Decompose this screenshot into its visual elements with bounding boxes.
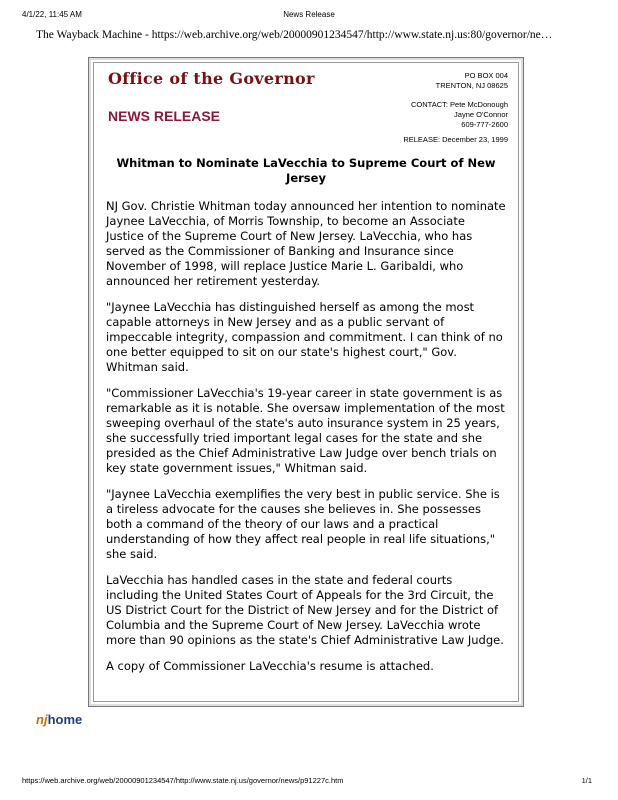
wayback-banner: The Wayback Machine - https://web.archive.org/web/20000901234547/http://www.state.nj.us:80/governor/ne…	[36, 29, 553, 41]
press-release-inner	[93, 62, 519, 702]
article-body	[106, 199, 506, 685]
contact-line: 609-777-2600	[461, 120, 508, 129]
paragraph: "Jaynee LaVecchia has distinguished herself as among the most capable attorneys in New Jersey and as a public servant of impeccable integrity, compassion and commitment. I can think of no one better equipped to sit on our state's highest court," Gov. Whitman said.	[106, 300, 503, 374]
print-title: News Release	[283, 10, 335, 19]
contact-line: Jayne O'Connor	[454, 110, 508, 119]
press-release-frame	[88, 57, 524, 707]
paragraph: LaVecchia has handled cases in the state and federal courts including the United States Court of Appeals for the 3rd Circuit, the US District Court for the District of New Jersey and for the District of Columbia and the Supreme Court of New Jersey. LaVecchia wrote more than 90 opinions as the state's Chief Administrative Law Judge.	[106, 573, 504, 647]
office-title: Office of the Governor	[108, 69, 315, 88]
paragraph: NJ Gov. Christie Whitman today announced her intention to nominate Jaynee LaVecchia, of Morris Township, to become an Associate Justice of the Supreme Court of New Jersey. LaVecchia, who has served as the Commissioner of Banking and Insurance since November of 1998, will replace Justice Marie L. Garibaldi, who announced her retirement yesterday.	[106, 199, 506, 288]
home-text: home	[47, 712, 83, 727]
paragraph: "Commissioner LaVecchia's 19-year career in state government is as remarkable as it is notable. She oversaw implementation of the most sweeping overhaul of the state's auto insurance system in 25 years, she successfully tried important legal cases for the state and she presided as the Chief Administrative Law Judge over bench trials on key state government issues," Whitman said.	[106, 386, 505, 475]
headline: Whitman to Nominate LaVecchia to Supreme Court of New Jersey	[116, 156, 496, 185]
address-line: PO BOX 004	[464, 71, 508, 80]
address-block	[436, 71, 508, 91]
paragraph: "Jaynee LaVecchia exemplifies the very best in public service. She is a tireless advocate for the causes she believes in. She possesses both a command of the theory of our laws and a practical understanding of how they affect real people in real life situations," she said.	[106, 487, 500, 561]
paragraph: A copy of Commissioner LaVecchia's resume is attached.	[106, 659, 434, 673]
footer-page-number: 1/1	[581, 776, 592, 785]
address-line: TRENTON, NJ 08625	[435, 81, 508, 90]
print-timestamp: 4/1/22, 11:45 AM	[22, 10, 82, 19]
contact-line: CONTACT: Pete McDonough	[411, 100, 508, 109]
nj-logo-text: nj	[36, 712, 48, 727]
nj-home-link[interactable]	[36, 712, 82, 727]
footer-url: https://web.archive.org/web/20000901234547/http://www.state.nj.us/governor/news/p91227c.htm	[22, 776, 344, 785]
news-release-label: NEWS RELEASE	[108, 108, 221, 124]
print-header	[0, 4, 618, 18]
contact-block	[411, 100, 508, 130]
release-date: RELEASE: December 23, 1999	[403, 135, 508, 144]
